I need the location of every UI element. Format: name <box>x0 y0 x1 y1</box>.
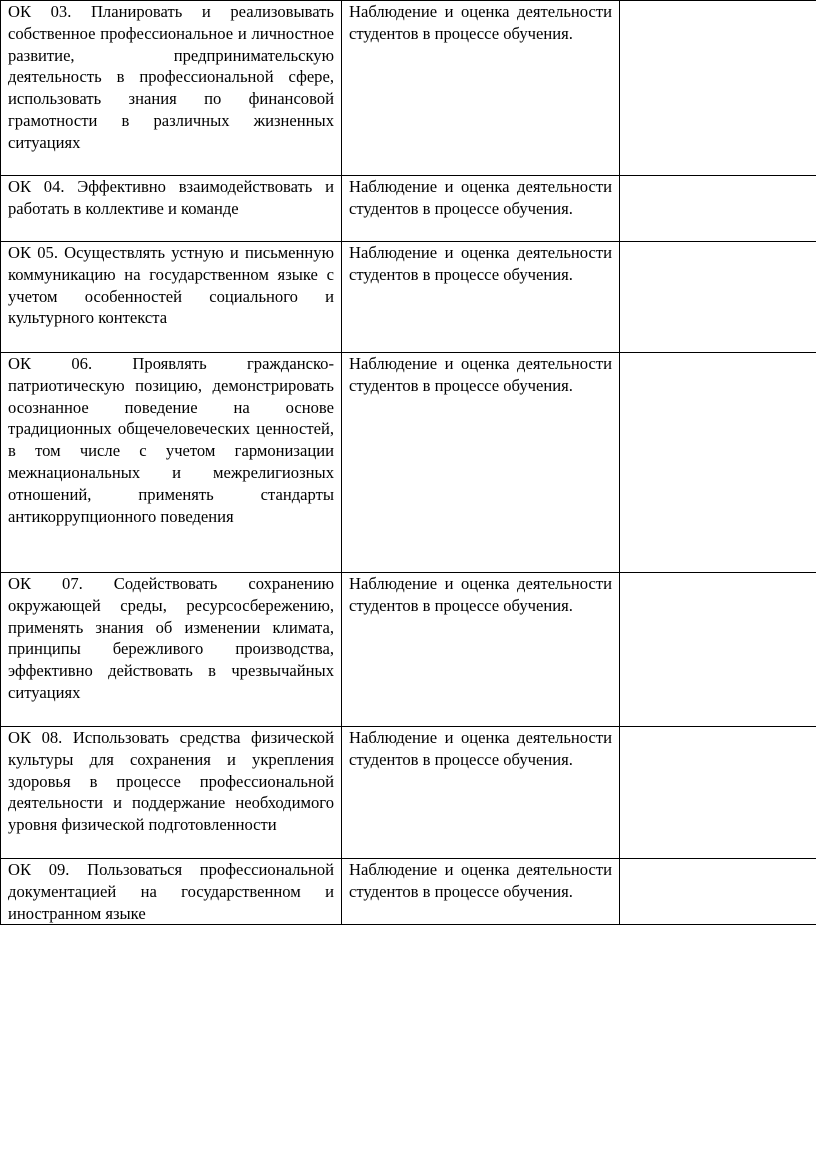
table-row <box>1 859 816 925</box>
table-row <box>1 353 816 573</box>
competency-text: ОК 06. Проявлять гражданско-патриотическую позицию, демонстрировать осознанное поведение на основе традиционных общечеловеческих ценностей, в том числе с учетом гармонизации межнациональных и межрелигиозных отношений, применять стандарты антикоррупционного поведения <box>8 354 334 526</box>
table-row <box>1 176 816 242</box>
assessment-method-cell <box>342 859 620 925</box>
table-row <box>1 242 816 353</box>
empty-cell <box>620 176 816 242</box>
assessment-method-text: Наблюдение и оценка деятельности студентов в процессе обучения. <box>349 860 612 901</box>
empty-cell <box>620 727 816 859</box>
empty-cell <box>620 353 816 573</box>
assessment-method-cell <box>342 242 620 353</box>
table-row <box>1 1 816 176</box>
competency-text: ОК 09. Пользоваться профессиональной документацией на государственном и иностранном языке <box>8 860 334 923</box>
competency-cell <box>1 727 342 859</box>
competency-text: ОК 05. Осуществлять устную и письменную коммуникацию на государственном языке с учетом особенностей социального и культурного контекста <box>8 243 334 328</box>
table-row <box>1 727 816 859</box>
competency-text: ОК 08. Использовать средства физической культуры для сохранения и укрепления здоровья в процессе профессиональной деятельности и поддержание необходимого уровня физической подготовленности <box>8 728 334 835</box>
assessment-method-cell <box>342 353 620 573</box>
competency-text: ОК 03. Планировать и реализовывать собственное профессиональное и личностное развитие, предпринимательскую деятельность в профессиональной сфере, использовать знания по финансовой грамотности в различных жизненных ситуациях <box>8 2 334 152</box>
assessment-method-cell <box>342 573 620 727</box>
assessment-method-cell <box>342 1 620 176</box>
table-row <box>1 573 816 727</box>
competency-cell <box>1 242 342 353</box>
competency-text: ОК 04. Эффективно взаимодействовать и работать в коллективе и команде <box>8 177 334 218</box>
assessment-method-text: Наблюдение и оценка деятельности студентов в процессе обучения. <box>349 243 612 284</box>
empty-cell <box>620 1 816 176</box>
empty-cell <box>620 573 816 727</box>
competency-cell <box>1 176 342 242</box>
assessment-method-text: Наблюдение и оценка деятельности студентов в процессе обучения. <box>349 2 612 43</box>
competency-text: ОК 07. Содействовать сохранению окружающей среды, ресурсосбережению, применять знания об изменении климата, принципы бережливого производства, эффективно действовать в чрезвычайных ситуациях <box>8 574 334 702</box>
competency-cell <box>1 859 342 925</box>
assessment-method-cell <box>342 176 620 242</box>
assessment-method-text: Наблюдение и оценка деятельности студентов в процессе обучения. <box>349 574 612 615</box>
assessment-method-text: Наблюдение и оценка деятельности студентов в процессе обучения. <box>349 177 612 218</box>
competency-cell <box>1 353 342 573</box>
assessment-method-cell <box>342 727 620 859</box>
competency-cell <box>1 573 342 727</box>
assessment-method-text: Наблюдение и оценка деятельности студентов в процессе обучения. <box>349 354 612 395</box>
assessment-method-text: Наблюдение и оценка деятельности студентов в процессе обучения. <box>349 728 612 769</box>
empty-cell <box>620 242 816 353</box>
competency-cell <box>1 1 342 176</box>
empty-cell <box>620 859 816 925</box>
